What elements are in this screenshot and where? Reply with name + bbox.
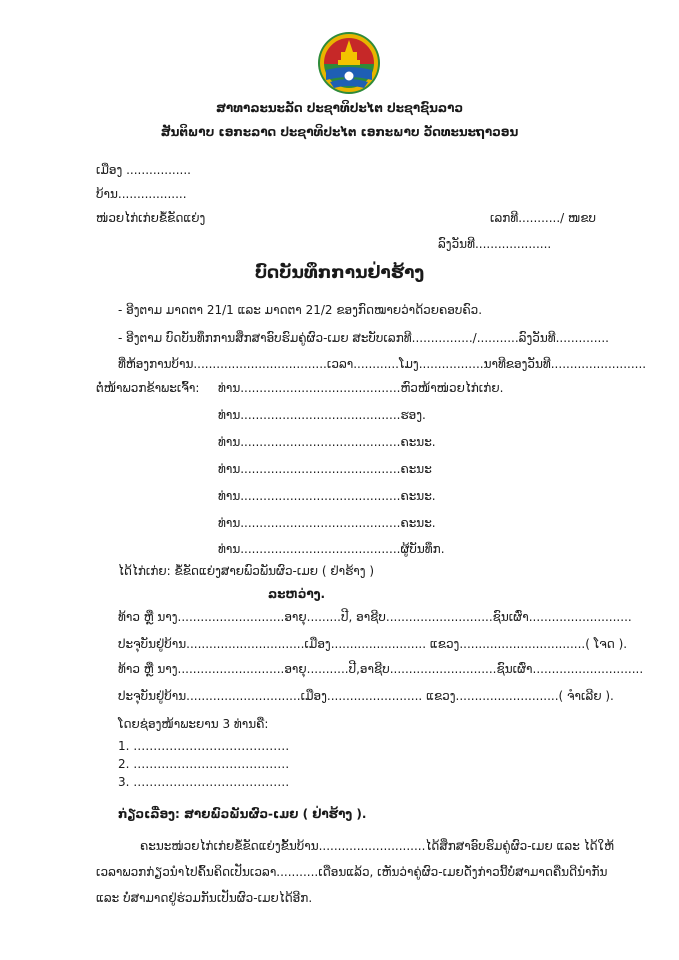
party-line: ທ້າວ ຫຼື ນາງ............................ອາຍຸ...........ປີ,ອາຊີບ............................ຊົນເຜົ່າ............................. [118,662,644,676]
village-field: ບ້ານ.................. [96,187,187,201]
witness-line: 1. ………………………………… [118,739,290,753]
witness-intro: ໂດຍຊ່ອງໜ້າພະຍານ 3 ທ່ານຄື: [118,717,269,731]
witness-line: 2. ………………………………… [118,757,290,771]
committee-member: ທ່ານ..........................................ຮອງ. [218,408,426,422]
body-paragraph-line: ເວລາພວກກ່ຽວນຳໄປຄົ້ນຄິດເປັນເວລາ...........ເດືອນແລ້ວ, ເຫັນວ່າຄູ່ຜົວ-ເມຍດັ່ງກ່າວນີ້ບໍ່ສາມາດຄືນດີນຳກັນ [96,865,608,879]
header-line-2: ສັນຕິພາບ ເອກະລາດ ປະຊາທິປະໄຕ ເອກະພາບ ວັດທະນະຖາວອນ [160,125,519,139]
committee-member: ທ່ານ..........................................ຄະນະ. [218,516,436,530]
between-label: ລະຫວ່າງ. [268,587,326,601]
mediation-line: ໄດ້ໄກ່ເກ່ຍ: ຂໍ້ຂັດແຍ່ງສາຍພົວພັນຜົວ-ເມຍ ( ຢ່າຮ້າງ ) [118,564,375,578]
document-date: ລົງວັນທີ.................... [438,237,552,251]
party-line: ປະຈຸບັນຢູ່ບ້ານ..............................ເມືອງ......................... ແຂວງ...........................( ຈຳເລີຍ ). [118,689,614,703]
party-line: ປະຈຸບັນຢູ່ບ້ານ...............................ເມືອງ......................... ແຂວງ.................................( ໂຈດ ). [118,637,628,651]
national-emblem-icon [316,30,382,96]
committee-member: ທ່ານ..........................................ຄະນະ. [218,489,436,503]
document-title: ບົດບັນທຶກການຢ່າຮ້າງ [254,263,425,283]
district-field: ເມືອງ ................. [96,163,191,177]
document-number: ເລກທີ.........../ ໜຂບ [490,211,597,225]
basis-line-2: - ອີງຕາມ ບົດບັນທຶກການສຶກສາອົບຮົມຄູ່ຜົວ-ເມຍ ສະບັບເລກທີ................/...........ລົງວັນທີ.............. [118,331,609,345]
committee-member: ທ່ານ..........................................ຄະນະ. [218,435,436,449]
party-line: ທ້າວ ຫຼື ນາງ............................ອາຍຸ.........ປີ, ອາຊີບ............................ຊົນເຜົ່າ........................... [118,610,632,624]
meeting-line: ທີ່ຫ້ອງການບ້ານ...................................ເວລາ............ໂມງ.................ນາທີຂອງວັນທີ......................... [118,357,647,371]
committee-intro: ຕໍ່ໜ້າພວກຂ້າພະເຈົ້າ: [96,381,200,395]
body-paragraph-line: ຄະນະໜ່ວຍໄກ່ເກ່ຍຂໍ້ຂັດແຍ່ງຂັ້ນບ້ານ............................ໄດ້ສຶກສາອົບຮົມຄູ່ຜົວ-ເມຍ ແລະ ໄດ້ໃຫ້ [140,839,614,853]
committee-member: ທ່ານ..........................................ຜູ້ບັນທຶກ. [218,542,445,556]
body-paragraph-line: ແລະ ບໍ່ສາມາດຢູ່ຮ່ວມກັນເປັນຜົວ-ເມຍໄດ້ອີກ. [96,891,313,905]
committee-member: ທ່ານ..........................................ຫົວໜ້າໜ່ວຍໄກ່ເກ່ຍ. [218,381,504,395]
subject-line: ກ່ຽວເລື່ອງ: ສາຍພົວພັນຜົວ-ເມຍ ( ຢ່າຮ້າງ ). [118,807,367,821]
witness-line: 3. ………………………………… [118,775,290,789]
basis-line-1: - ອີງຕາມ ມາດຕາ 21/1 ແລະ ມາດຕາ 21/2 ຂອງກົດໝາຍວ່າດ້ວຍຄອບຄົວ. [118,303,483,317]
committee-member: ທ່ານ..........................................ຄະນະ [218,462,432,476]
mediation-unit: ໜ່ວຍໄກ່ເກ່ຍຂໍ້ຂັດແຍ່ງ [96,211,206,225]
header-line-1: ສາທາລະນະລັດ ປະຊາທິປະໄຕ ປະຊາຊົນລາວ [215,101,464,115]
